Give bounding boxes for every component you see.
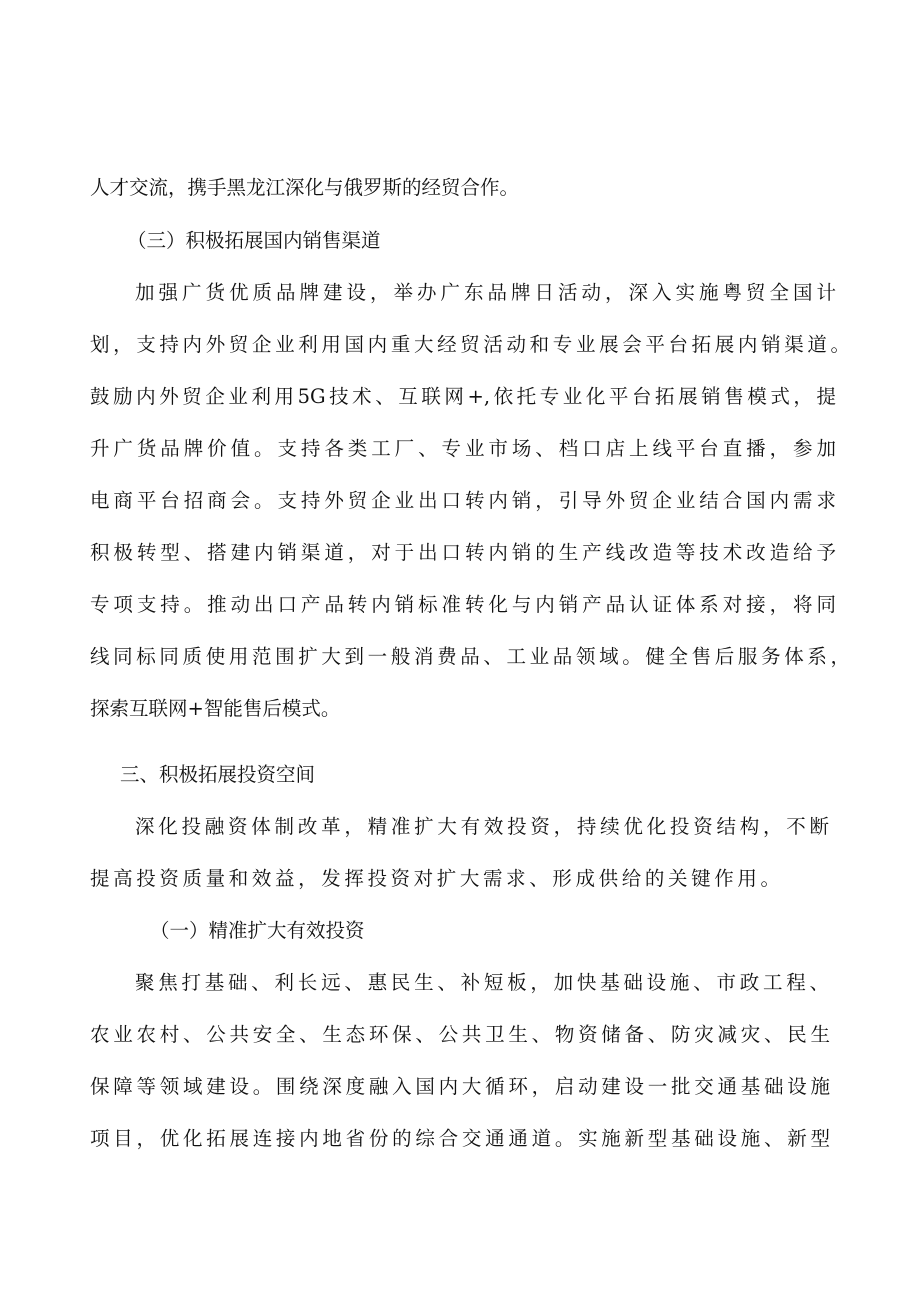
paragraph-3-line-1: 深化投融资体制改革，精准扩大有效投资，持续优化投资结构，不断	[135, 815, 829, 838]
paragraph-4-line-2: 农业农村、公共安全、生态环保、公共卫生、物资储备、防灾减灾、民生	[90, 1023, 830, 1046]
paragraph-2-line-4: 升广货品牌价值。支持各类工厂、专业市场、档口店上线平台直播，参加	[90, 437, 836, 460]
paragraph-4-line-4: 项目，优化拓展连接内地省份的综合交通通道。实施新型基础设施、新型	[90, 1127, 830, 1150]
paragraph-2-line-3: 鼓励内外贸企业利用5G技术、互联网+,依托专业化平台拓展销售模式，提	[90, 385, 836, 408]
paragraph-2-line-6: 积极转型、搭建内销渠道，对于出口转内销的生产线改造等技术改造给予	[90, 541, 836, 564]
section-heading-3: （三）积极拓展国内销售渠道	[127, 229, 381, 252]
paragraph-2-line-9: 探索互联网+智能售后模式。	[90, 697, 341, 720]
paragraph-2-line-2: 划，支持内外贸企业利用国内重大经贸活动和专业展会平台拓展内销渠道。	[90, 333, 850, 356]
paragraph-1-line-1: 人才交流，携手黑龙江深化与俄罗斯的经贸合作。	[90, 176, 520, 199]
paragraph-2-line-1: 加强广货优质品牌建设，举办广东品牌日活动，深入实施粤贸全国计	[135, 281, 836, 304]
paragraph-2-line-8: 线同标同质使用范围扩大到一般消费品、工业品领域。健全售后服务体系，	[90, 645, 850, 668]
paragraph-4-line-1: 聚焦打基础、利长远、惠民生、补短板，加快基础设施、市政工程、	[135, 971, 829, 994]
paragraph-2-line-5: 电商平台招商会。支持外贸企业出口转内销，引导外贸企业结合国内需求	[90, 489, 836, 512]
section-heading-1: （一）精准扩大有效投资	[150, 919, 365, 942]
paragraph-4-line-3: 保障等领域建设。围绕深度融入国内大循环，启动建设一批交通基础设施	[90, 1075, 830, 1098]
paragraph-3-line-2: 提高投资质量和效益，发挥投资对扩大需求、形成供给的关键作用。	[90, 867, 780, 890]
paragraph-2-line-7: 专项支持。推动出口产品转内销标准转化与内销产品认证体系对接，将同	[90, 593, 836, 616]
chapter-heading-3: 三、积极拓展投资空间	[120, 763, 316, 786]
